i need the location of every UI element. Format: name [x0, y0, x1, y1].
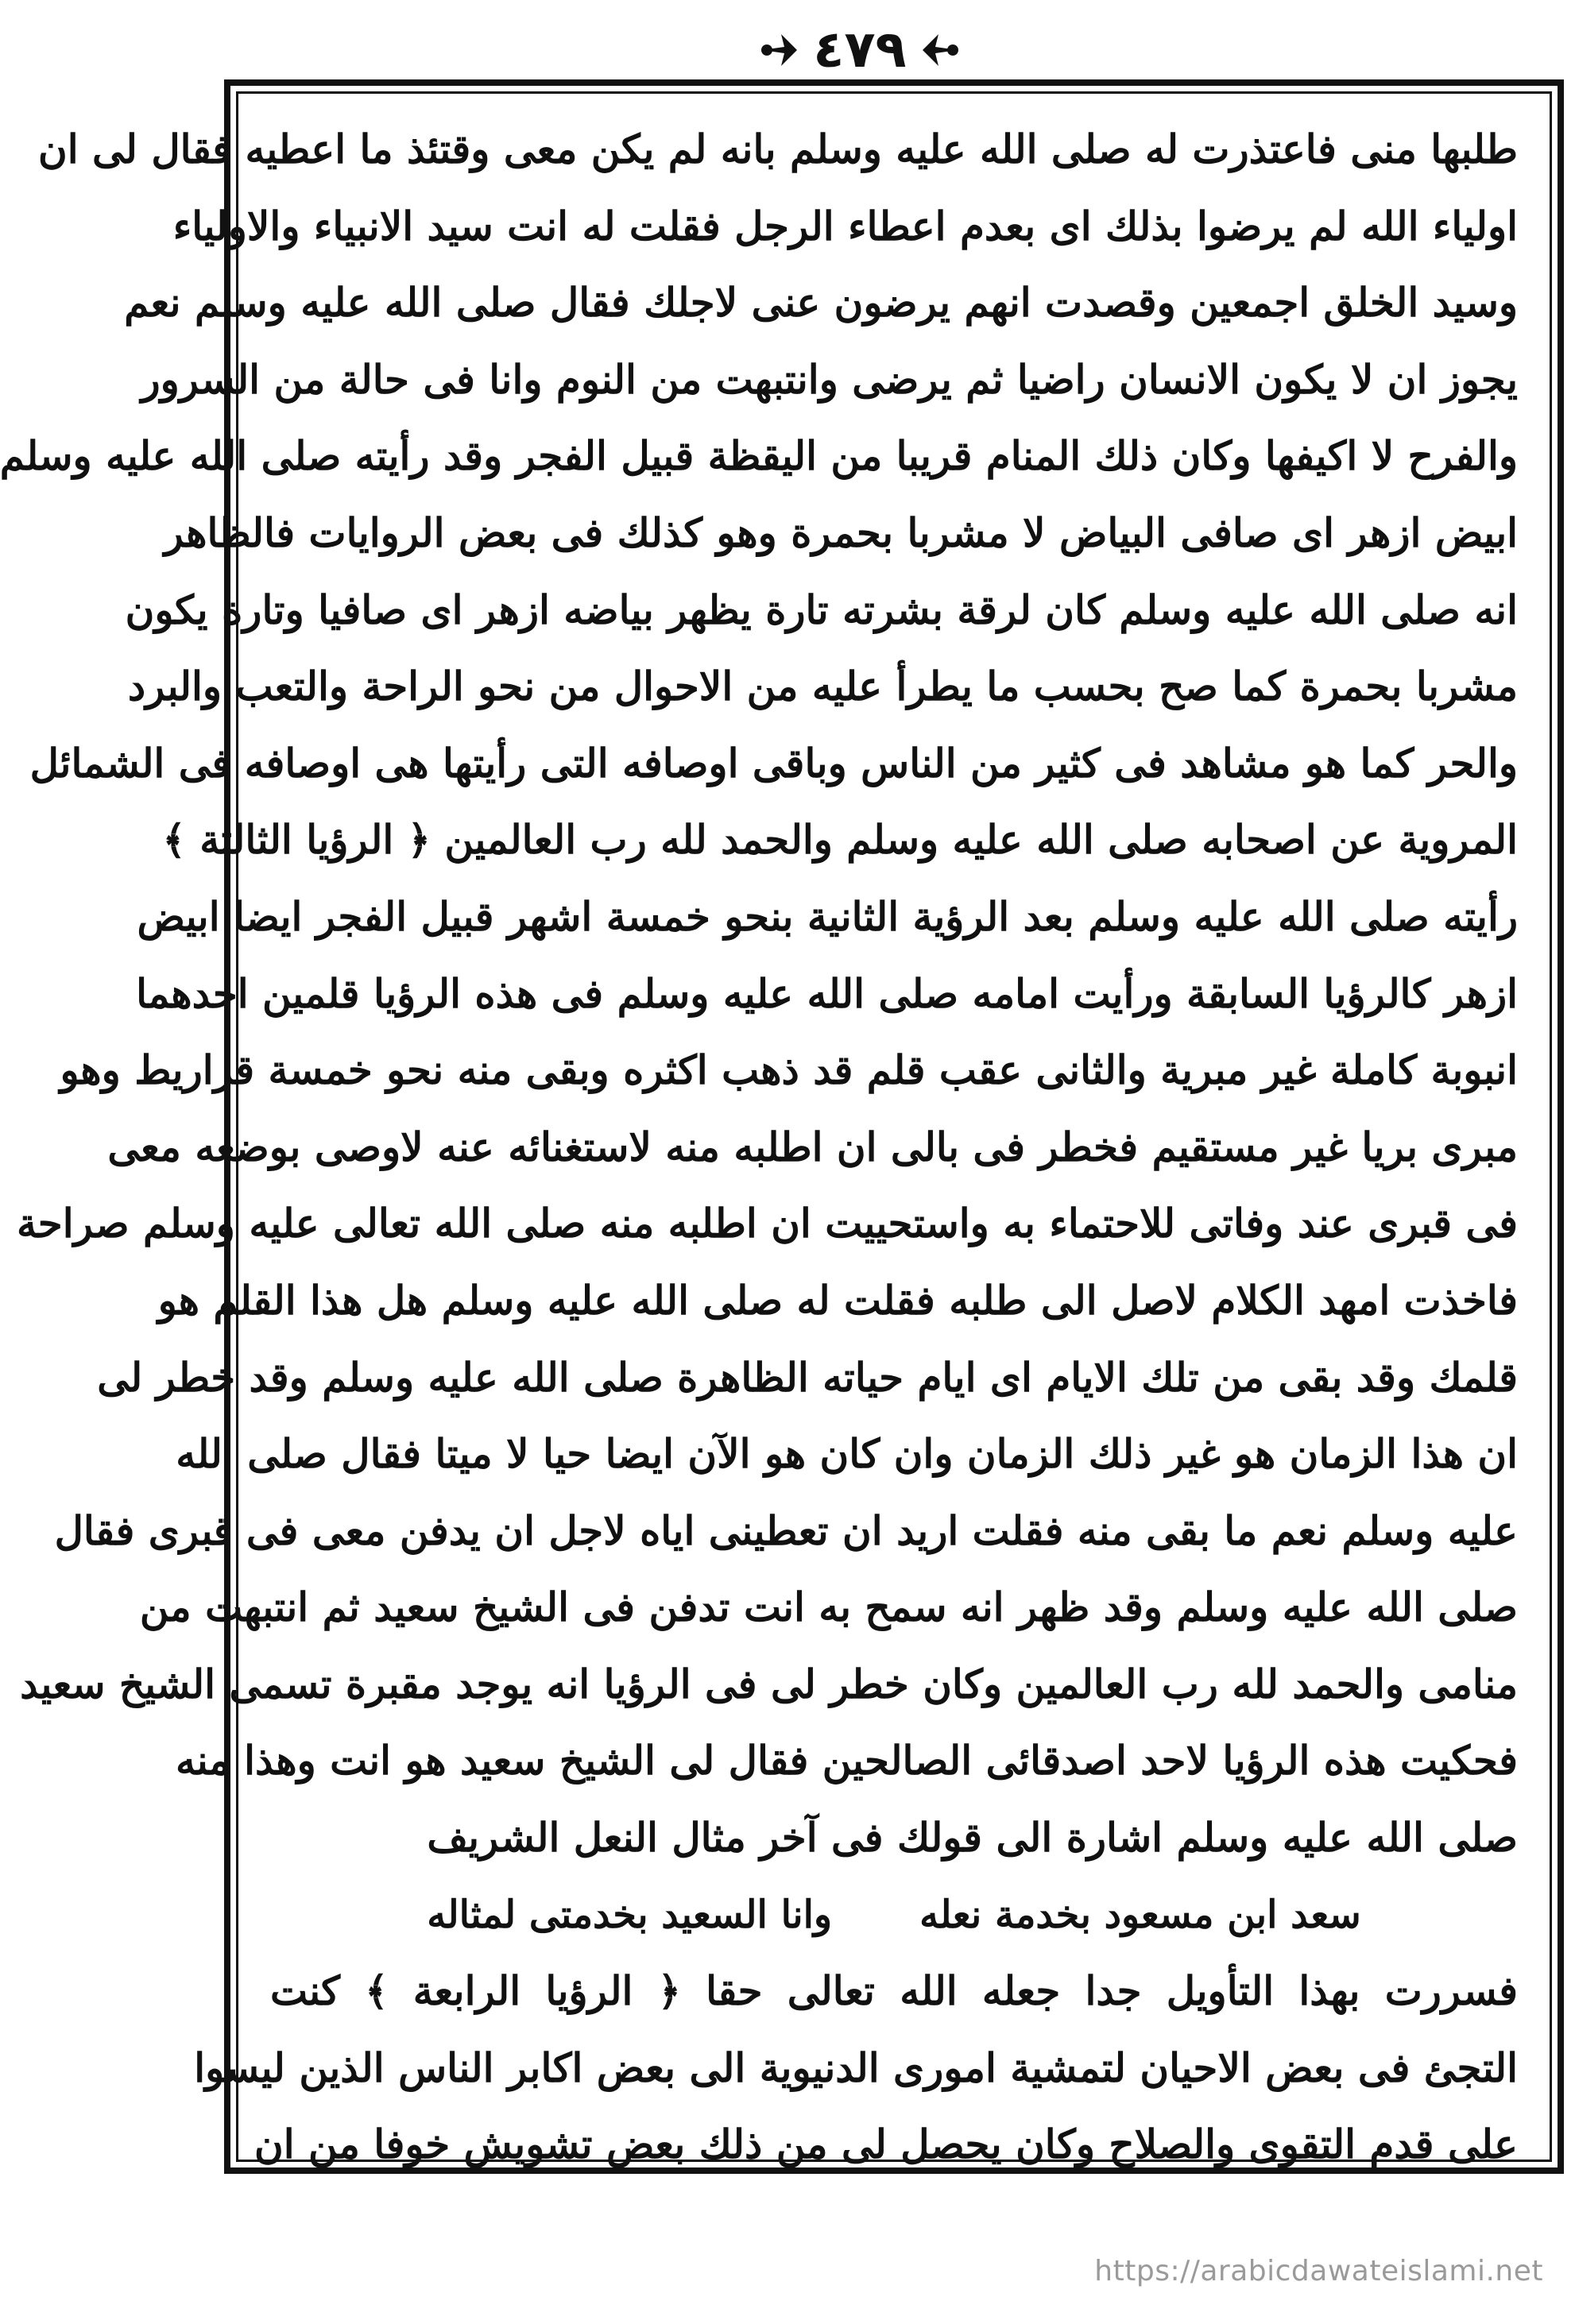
- text-line: التجئ فى بعض الاحيان لتمشية امورى الدنيوية الى بعض اكابر الناس الذين ليسوا: [194, 2044, 1518, 2091]
- text-line: رأيته صلى الله عليه وسلم بعد الرؤية الثانية بنحو خمسة اشهر قبيل الفجر ايضا ابيض: [137, 892, 1518, 940]
- ornament-right-icon: [921, 26, 962, 74]
- verse-second-hemistich: وانا السعيد بخدمتى لمثاله: [427, 1892, 833, 1937]
- text-line: فسررت بهذا التأويل جدا جعله الله تعالى حقا ﴿ الرؤيا الرابعة ﴾ كنت: [270, 1967, 1518, 2015]
- text-line: مبرى بريا غير مستقيم فخطر فى بالى ان اطلبه منه لاستغنائه عنه لاوصى بوضعه معى: [107, 1123, 1518, 1170]
- text-line: ان هذا الزمان هو غير ذلك الزمان وان كان هو الآن ايضا حيا لا ميتا فقال صلى الله: [176, 1430, 1518, 1478]
- text-frame-inner: [0, 91, 1552, 2168]
- page-header: [145, 14, 1575, 86]
- verse: [270, 1877, 1518, 1954]
- text-line: انه صلى الله عليه وسلم كان لرقة بشرته تارة يظهر بياضه ازهر اى صافيا وتارة يكون: [125, 586, 1518, 633]
- text-line: المروية عن اصحابه صلى الله عليه وسلم والحمد لله رب العالمين ﴿ الرؤيا الثالثة ﴾: [162, 816, 1518, 864]
- text-line: مشربا بحمرة كما صح بحسب ما يطرأ عليه من الاحوال من نحو الراحة والتعب والبرد: [127, 663, 1518, 710]
- text-line: قلمك وقد بقى من تلك الايام اى ايام حياته الظاهرة صلى الله عليه وسلم وقد خطر لى: [97, 1353, 1518, 1401]
- page-number: ٤٧٩: [813, 21, 907, 79]
- text-line: على قدم التقوى والصلاح وكان يحصل لى من ذلك بعض تشويش خوفا من ان: [253, 2121, 1518, 2168]
- text-line: صلى الله عليه وسلم اشارة الى قولك فى آخر مثال النعل الشريف: [427, 1814, 1518, 1862]
- text-line: فاخذت امهد الكلام لاصل الى طلبه فقلت له صلى الله عليه وسلم هل هذا القلم هو: [157, 1276, 1518, 1324]
- text-line: فحكيت هذه الرؤيا لاحد اصدقائى الصالحين فقال لى الشيخ سعيد هو انت وهذا منه: [176, 1737, 1518, 1785]
- text-line: انبوبة كاملة غير مبرية والثانى عقب قلم قد ذهب اكثره وبقى منه نحو خمسة قراريط وهو: [60, 1046, 1518, 1094]
- text-frame: [0, 79, 1564, 2174]
- text-line: وسيد الخلق اجمعين وقصدت انهم يرضون عنى لاجلك فقال صلى الله عليه وسلم نعم: [124, 279, 1518, 327]
- text-line: ابيض ازهر اى صافى البياض لا مشربا بحمرة وهو كذلك فى بعض الروايات فالظاهر: [164, 508, 1518, 556]
- verse-first-hemistich: سعد ابن مسعود بخدمة نعله: [919, 1892, 1361, 1937]
- body-text-after-verse: [194, 1953, 1518, 2183]
- text-line: يجوز ان لا يكون الانسان راضيا ثم يرضى وانتبهت من النوم وانا فى حالة من السرور: [141, 355, 1518, 403]
- text-line: ازهر كالرؤيا السابقة ورأيت امامه صلى الله عليه وسلم فى هذه الرؤيا قلمين احدهما: [136, 969, 1518, 1017]
- text-line: والحر كما هو مشاهد فى كثير من الناس وباقى اوصافه التى رأيتها هى اوصافه فى الشمائل: [29, 739, 1518, 787]
- text-line: والفرح لا اكيفها وكان ذلك المنام قريبا من اليقظة قبيل الفجر وقد رأيته صلى الله عليه وسلم: [0, 432, 1518, 480]
- text-line: صلى الله عليه وسلم وقد ظهر انه سمح به انت تدفن فى الشيخ سعيد ثم انتبهت من: [139, 1583, 1518, 1631]
- text-line: منامى والحمد لله رب العالمين وكان خطر لى فى الرؤيا انه يوجد مقبرة تسمى الشيخ سعيد: [20, 1660, 1518, 1707]
- text-line: طلبها منى فاعتذرت له صلى الله عليه وسلم بانه لم يكن معى وقتئذ ما اعطيه فقال لى ان: [37, 126, 1518, 172]
- text-line: عليه وسلم نعم ما بقى منه فقلت اريد ان تعطينى اياه لاجل ان يدفن معى فى قبرى فقال: [54, 1506, 1518, 1554]
- website-watermark: https://arabicdawateislami.net: [1094, 2255, 1543, 2287]
- text-line: فى قبرى عند وفاتى للاحتماء به واستحييت ان اطلبه منه صلى الله تعالى عليه وسلم صراحة: [16, 1200, 1518, 1247]
- body-text-before-verse: [0, 111, 1518, 1877]
- text-line: اولياء الله لم يرضوا بذلك اى بعدم اعطاء الرجل فقلت له انت سيد الانبياء والاولياء: [172, 202, 1518, 249]
- ornament-left-icon: [757, 26, 799, 74]
- page-number-ornament: [757, 21, 962, 79]
